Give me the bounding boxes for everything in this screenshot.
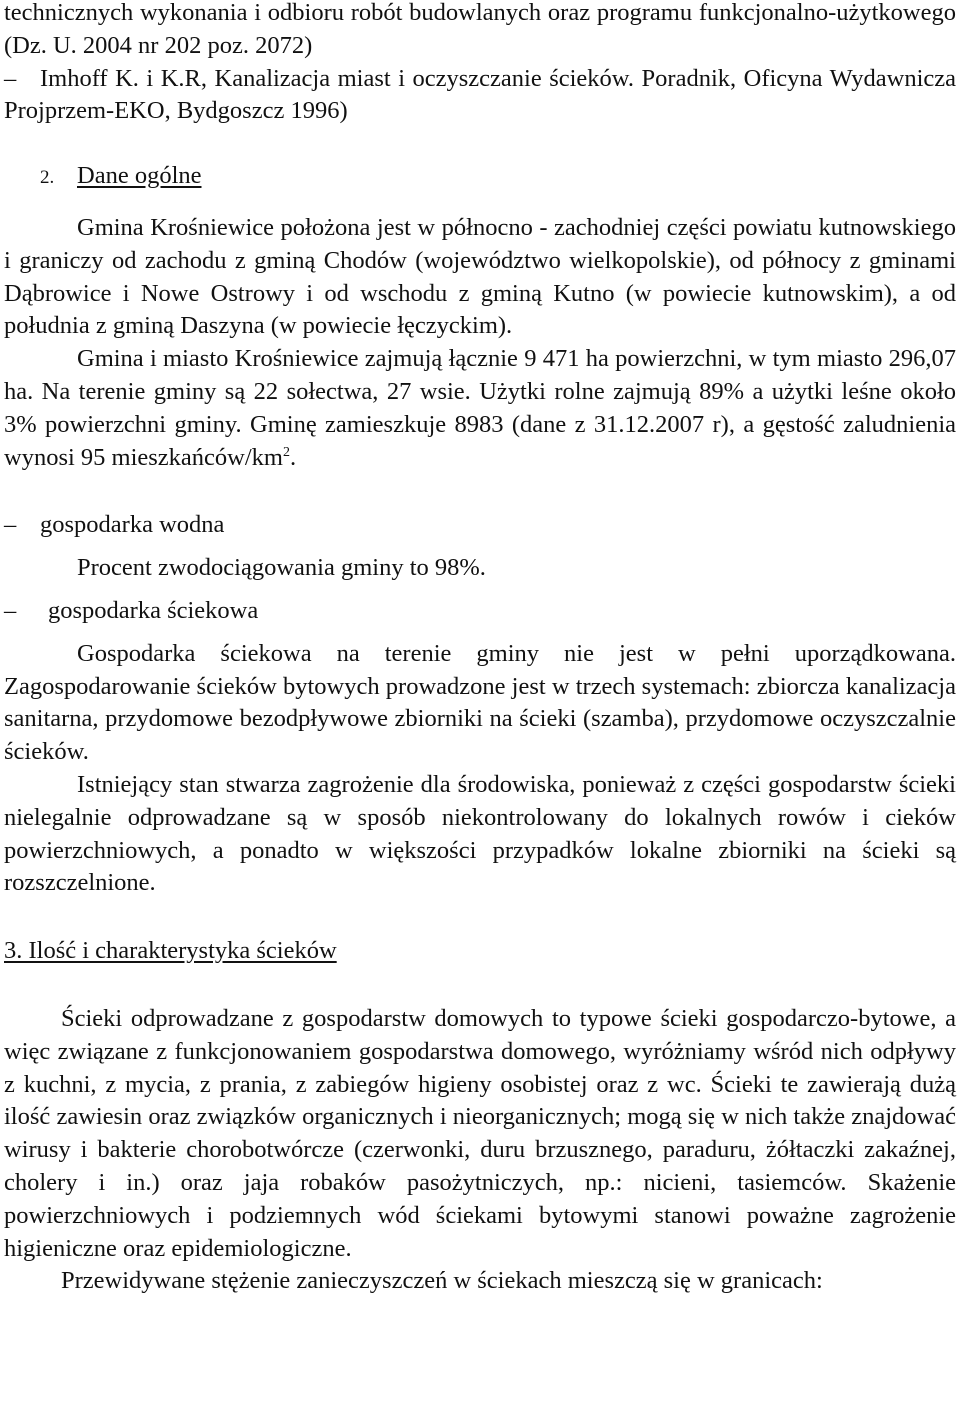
bullet-sewage-label: gospodarka ściekowa	[48, 596, 259, 624]
sewage-paragraph-2: Istniejący stan stwarza zagrożenie dla środowiska, ponieważ z części gospodarstw ścieki nielegalnie odprowadzane są w sposób niekontrolowany do lokalnych rowów i cieków powierzchniowych, a ponadto w większości przypadków lokalne zbiorniki na ścieki są rozszczelnione.	[4, 770, 956, 897]
bullet-water-label: gospodarka wodna	[40, 511, 225, 539]
dash-bullet: –	[4, 596, 17, 624]
document-page	[4, 0, 956, 1298]
dash-bullet: –	[4, 511, 17, 539]
bullet-sewage	[4, 595, 956, 628]
continued-reference-text: technicznych wykonania i odbioru robót budowlanych oraz programu funkcjonalno-użytkowego (Dz. U. 2004 nr 202 poz. 2072)	[4, 0, 956, 59]
water-paragraph: Procent zwodociągowania gminy to 98%.	[77, 554, 486, 582]
section-2-paragraph-location: Gmina Krośniewice położona jest w północno - zachodniej części powiatu kutnowskiego i graniczy od zachodu z gminą Chodów (województwo wielkopolskie), od północy z gminami Dąbrowice i Nowe Ostrowy i od wschodu z gminą Kutno (w powiecie kutnowskim), a od południa z gminą Daszyna (w powiecie łęczyckim).	[4, 213, 956, 340]
section-3-heading	[4, 935, 956, 968]
section-2-paragraph-area	[4, 343, 956, 474]
section-2-heading	[4, 160, 956, 195]
dash-bullet: –	[4, 64, 17, 92]
bullet-water	[4, 509, 956, 542]
reference-item	[4, 63, 956, 129]
section-3-paragraph-1: Ścieki odprowadzane z gospodarstw domowych to typowe ścieki gospodarczo-bytowe, a więc związane z funkcjonowaniem gospodarstwa domowego, wyróżniamy wśród nich odpływy z kuchni, z mycia, z prania, z zabiegów higieny osobistej oraz z wc. Ścieki te zawierają dużą ilość zawiesin oraz związków organicznych i nieorganicznych; mogą się w nich także znajdować wirusy i bakterie chorobotwórcze (czerwonki, duru brzusznego, paraduru, żółtaczki zakaźnej, cholery i in.) oraz jaja robaków pasożytniczych, np.: nicieni, tasiemców. Skażenie powierzchniowych i podziemnych wód ściekami bytowymi stanowi poważne zagrożenie higieniczne oraz epidemiologiczne.	[4, 1004, 956, 1262]
area-text: Gmina i miasto Krośniewice zajmują łącznie 9 471 ha powierzchni, w tym miasto 296,07 ha. Na terenie gminy są 22 sołectwa, 27 wsie. Użytki rolne zajmują 89% a użytki leśne około 3% powierzchni gminy. Gminę zamieszkuje 8983 (dane z 31.12.2007 r), a gęstość zaludnienia wynosi 95 mieszkańców/km	[4, 345, 956, 471]
reference-text: Imhoff K. i K.R, Kanalizacja miast i oczyszczanie ścieków. Poradnik, Oficyna Wydawnicza Projprzem-EKO, Bydgoszcz 1996)	[4, 64, 956, 125]
section-3-paragraph-2: Przewidywane stężenie zanieczyszczeń w ściekach mieszczą się w granicach:	[61, 1267, 823, 1295]
section-3-title: 3. Ilość i charakterystyka ścieków	[4, 937, 337, 965]
area-superscript: 2	[283, 444, 290, 460]
area-end: .	[290, 443, 297, 471]
sewage-paragraph-1: Gospodarka ściekowa na terenie gminy nie jest w pełni uporządkowana. Zagospodarowanie ścieków bytowych prowadzone jest w trzech systemach: zbiorcza kanalizacja sanitarna, przydomowe bezodpływowe zbiorniki na ścieki (szamba), przydomowe oczyszczalnie ścieków.	[4, 639, 956, 766]
section-2-title: Dane ogólne	[77, 162, 202, 190]
section-2-number: 2.	[40, 167, 55, 189]
